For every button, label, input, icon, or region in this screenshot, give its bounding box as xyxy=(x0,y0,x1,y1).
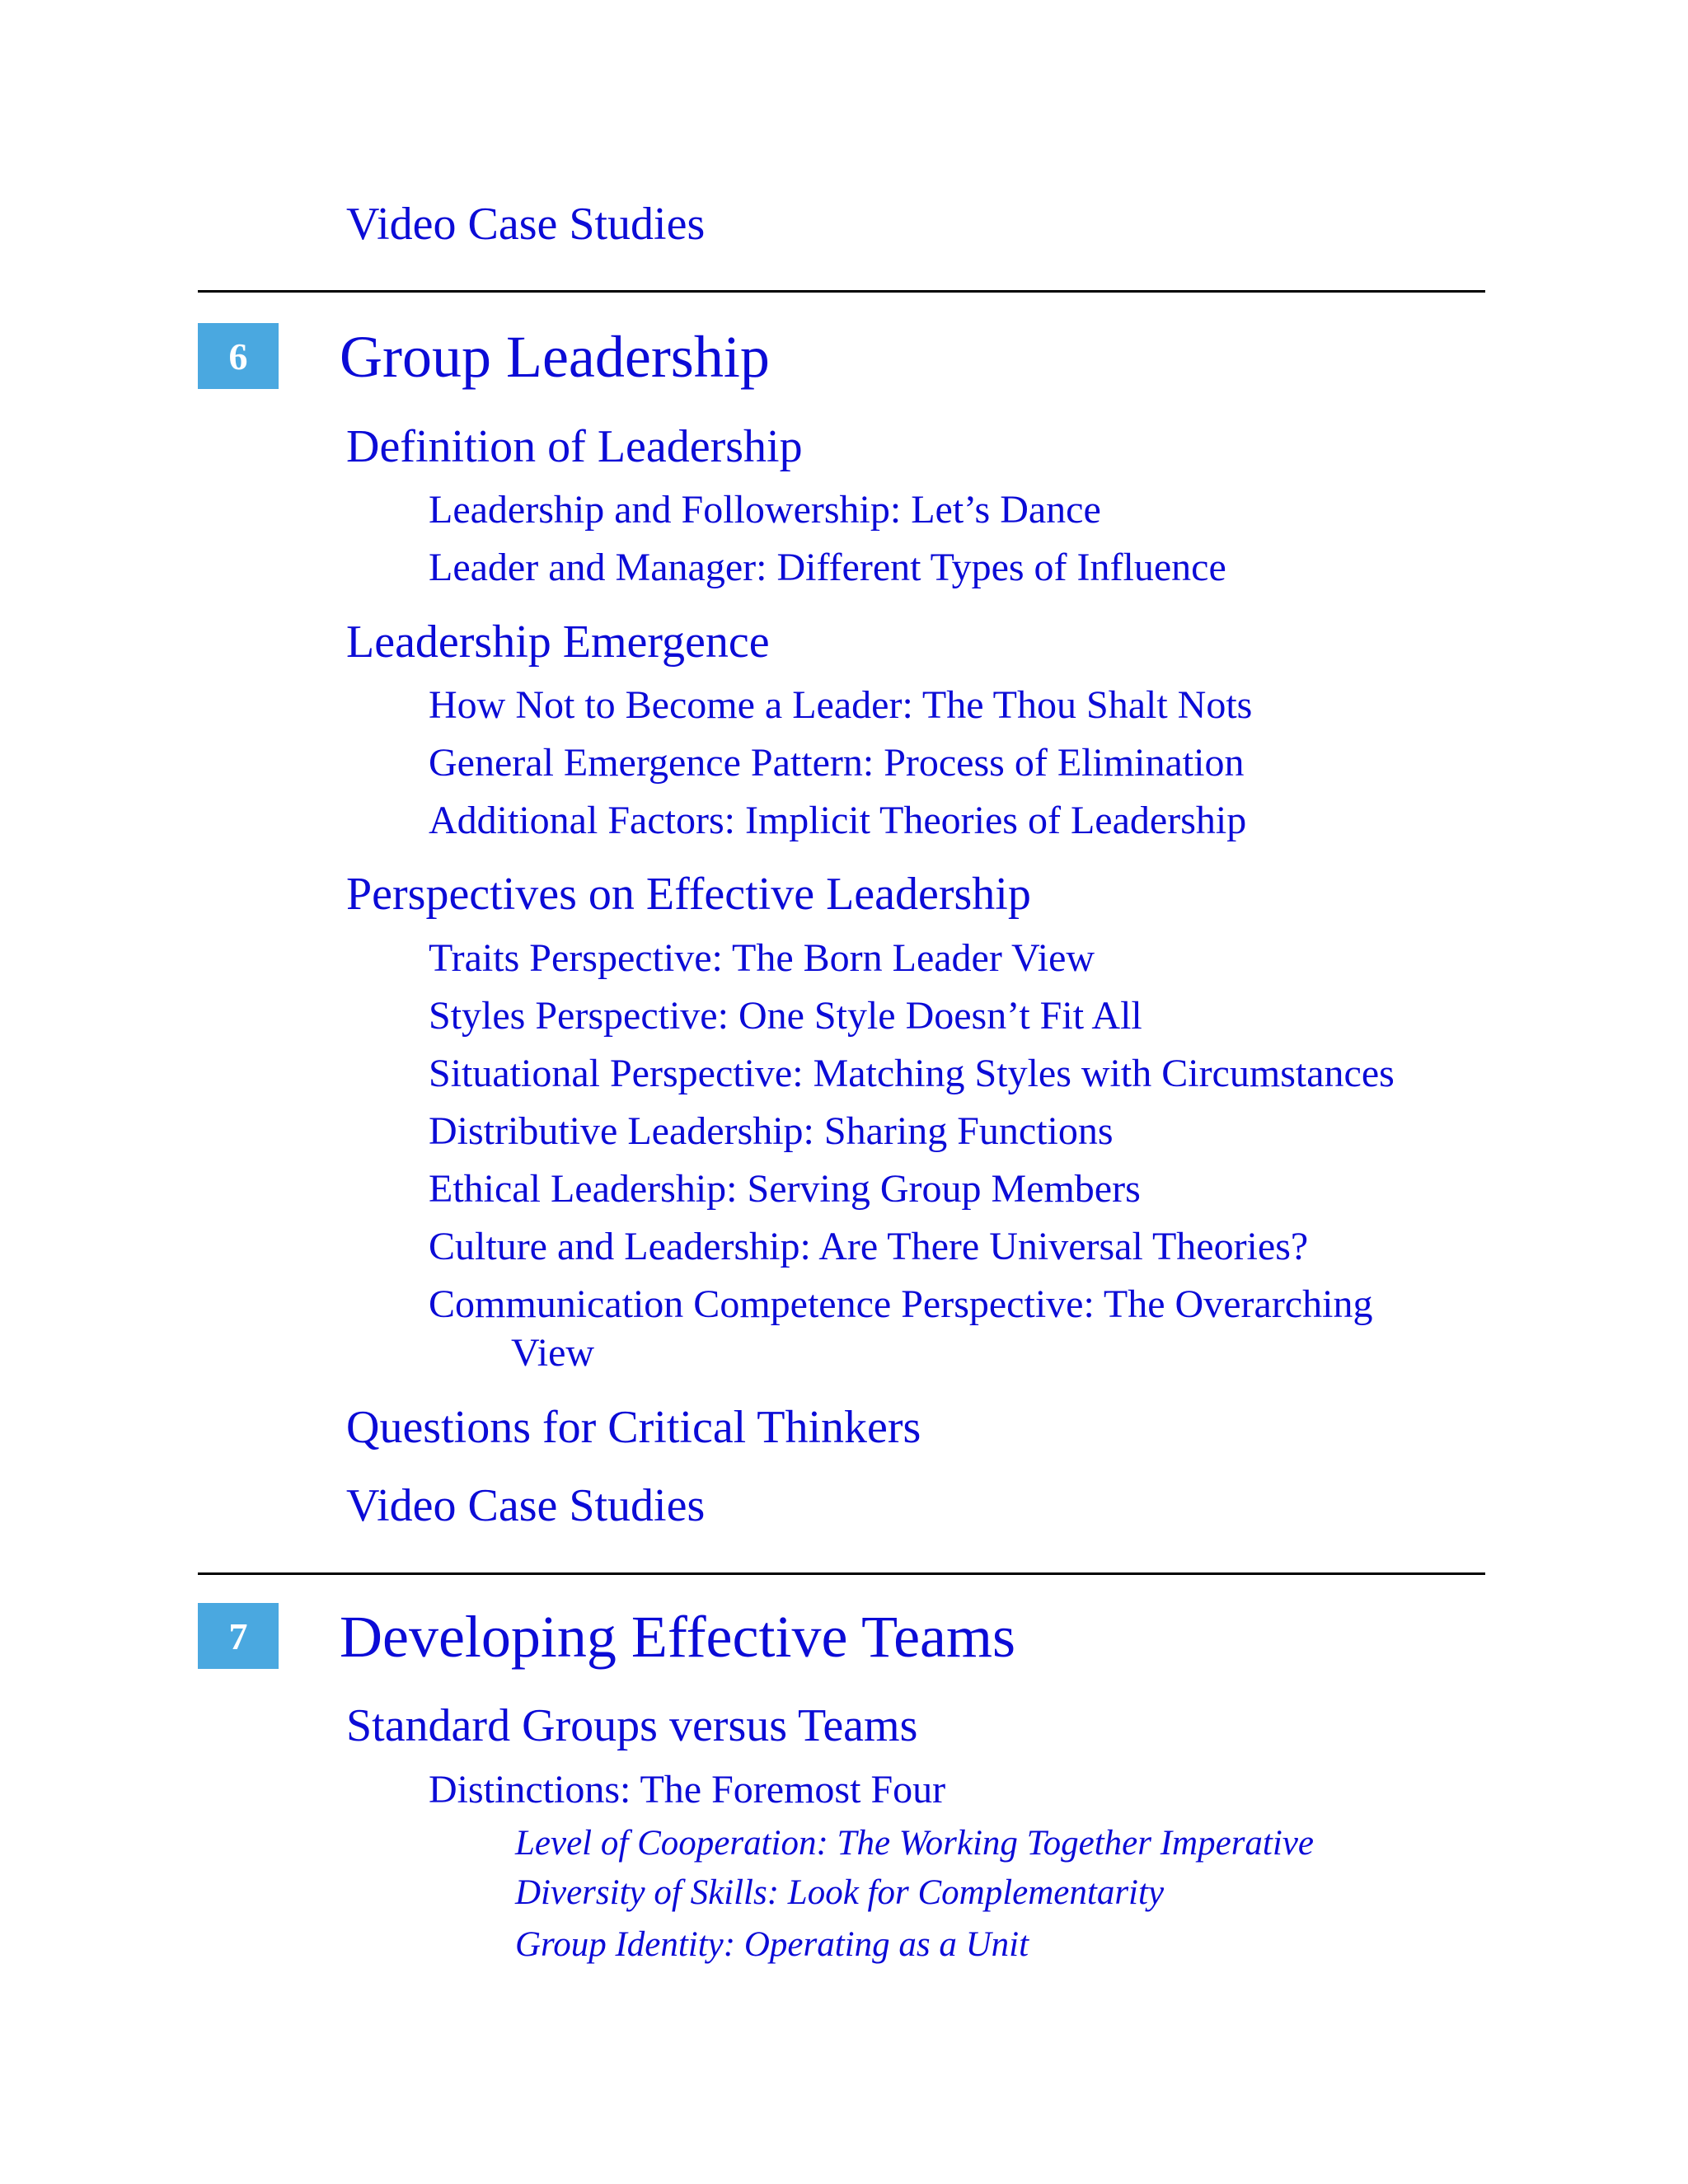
toc-item[interactable]: Traits Perspective: The Born Leader View xyxy=(429,936,1095,980)
toc-section-emergence[interactable]: Leadership Emergence xyxy=(346,616,770,668)
toc-item[interactable]: General Emergence Pattern: Process of Elimination xyxy=(429,741,1245,785)
toc-item[interactable]: Culture and Leadership: Are There Universal Theories? xyxy=(429,1225,1309,1268)
chapter-6-title[interactable]: Group Leadership xyxy=(340,324,770,390)
toc-item[interactable]: How Not to Become a Leader: The Thou Shalt Nots xyxy=(429,683,1253,727)
toc-item-continuation[interactable]: View xyxy=(511,1331,595,1375)
toc-item[interactable]: Distributive Leadership: Sharing Functions xyxy=(429,1109,1114,1153)
toc-item[interactable]: Distinctions: The Foremost Four xyxy=(429,1768,946,1811)
toc-section-questions[interactable]: Questions for Critical Thinkers xyxy=(346,1402,921,1453)
toc-section-video-case-studies[interactable]: Video Case Studies xyxy=(346,1480,706,1531)
toc-section-definition[interactable]: Definition of Leadership xyxy=(346,421,803,472)
chapter-number: 6 xyxy=(228,335,248,377)
chapter-6-badge xyxy=(198,323,279,389)
chapter-divider xyxy=(198,290,1485,293)
toc-item[interactable]: Leader and Manager: Different Types of Influence xyxy=(429,546,1226,589)
toc-subitem[interactable]: Group Identity: Operating as a Unit xyxy=(515,1925,1029,1964)
toc-section-video-case-studies[interactable]: Video Case Studies xyxy=(346,199,706,250)
toc-subitem[interactable]: Level of Cooperation: The Working Together Imperative xyxy=(515,1824,1314,1863)
toc-item[interactable]: Additional Factors: Implicit Theories of Leadership xyxy=(429,799,1247,842)
toc-item[interactable]: Communication Competence Perspective: The Overarching xyxy=(429,1282,1373,1326)
toc-section-standard-groups[interactable]: Standard Groups versus Teams xyxy=(346,1700,918,1751)
chapter-7-badge xyxy=(198,1603,279,1669)
toc-item[interactable]: Ethical Leadership: Serving Group Members xyxy=(429,1167,1141,1211)
toc-item[interactable]: Situational Perspective: Matching Styles with Circumstances xyxy=(429,1052,1395,1095)
chapter-number: 7 xyxy=(228,1615,248,1657)
chapter-divider xyxy=(198,1572,1485,1575)
chapter-7-title[interactable]: Developing Effective Teams xyxy=(340,1604,1016,1670)
toc-item[interactable]: Leadership and Followership: Let’s Dance xyxy=(429,488,1101,532)
toc-section-perspectives[interactable]: Perspectives on Effective Leadership xyxy=(346,869,1031,920)
toc-item[interactable]: Styles Perspective: One Style Doesn’t Fit All xyxy=(429,994,1142,1038)
toc-subitem[interactable]: Diversity of Skills: Look for Complementarity xyxy=(515,1873,1165,1912)
